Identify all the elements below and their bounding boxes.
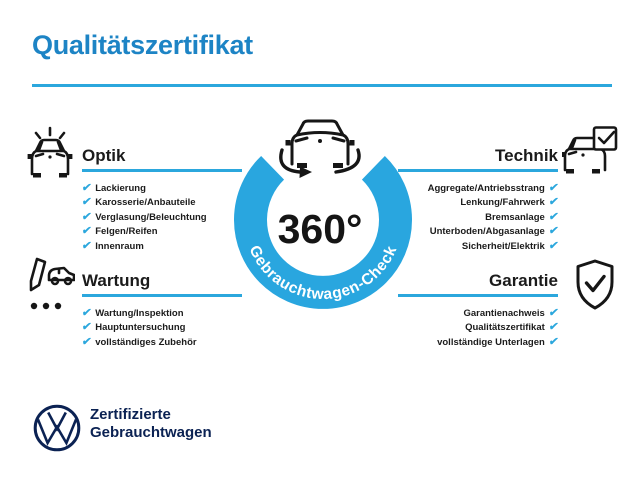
check-icon: ✔ — [81, 225, 93, 238]
list-item-label: Lackierung — [95, 182, 146, 194]
list-item — [82, 196, 242, 211]
list-item-label: Unterboden/Abgasanlage — [429, 226, 545, 238]
center-badge — [230, 112, 416, 312]
check-icon: ✔ — [81, 306, 93, 319]
brand-line2: Gebrauchtwagen — [90, 424, 212, 441]
service-checklist-icon — [25, 256, 75, 312]
section-wartung-list — [82, 306, 242, 350]
list-item — [82, 306, 242, 321]
vw-logo — [32, 403, 82, 453]
list-item — [398, 210, 558, 225]
check-icon: ✔ — [81, 335, 93, 348]
list-item-label: Innenraum — [95, 240, 144, 252]
rotating-car-icon — [281, 121, 359, 178]
section-optik-title: Optik — [82, 146, 126, 165]
list-item — [82, 321, 242, 336]
section-garantie — [398, 271, 558, 350]
list-item-label: Felgen/Reifen — [95, 226, 158, 238]
list-item-label: Verglasung/Beleuchtung — [95, 211, 207, 223]
section-optik-divider — [82, 169, 242, 172]
section-optik — [82, 146, 242, 254]
check-icon: ✔ — [81, 181, 93, 194]
check-icon: ✔ — [547, 225, 560, 238]
page-title: Qualitätszertifikat — [32, 30, 253, 60]
list-item — [398, 306, 558, 321]
section-technik-divider — [398, 169, 558, 172]
list-item — [398, 181, 558, 196]
check-icon: ✔ — [547, 196, 560, 209]
header-divider — [32, 84, 612, 87]
ring-label: Gebrauchtwagen-Check — [245, 242, 401, 304]
section-wartung-divider — [82, 294, 242, 297]
section-wartung-title: Wartung — [82, 271, 151, 290]
check-icon: ✔ — [81, 210, 93, 223]
check-icon: ✔ — [81, 239, 93, 252]
car-checkbox-icon — [562, 126, 618, 174]
list-item-label: Sicherheit/Elektrik — [461, 240, 545, 252]
list-item — [82, 210, 242, 225]
list-item — [398, 335, 558, 350]
list-item-label: Garantienachweis — [463, 307, 545, 319]
section-garantie-title: Garantie — [489, 271, 558, 290]
list-item — [398, 225, 558, 240]
shiny-car-icon — [27, 126, 73, 178]
section-technik — [398, 146, 558, 254]
section-technik-title: Technik — [495, 146, 558, 165]
check-icon: ✔ — [547, 321, 560, 334]
list-item-label: Qualitätszertifikat — [465, 322, 545, 334]
check-icon: ✔ — [547, 335, 560, 348]
check-icon: ✔ — [547, 239, 560, 252]
shield-check-icon — [572, 258, 618, 312]
brand-lockup — [90, 406, 212, 442]
check-icon: ✔ — [547, 181, 560, 194]
list-item-label: Wartung/Inspektion — [95, 307, 184, 319]
list-item-label: Hauptuntersuchung — [95, 322, 186, 334]
section-garantie-divider — [398, 294, 558, 297]
list-item-label: Aggregate/Antriebsstrang — [427, 182, 545, 194]
list-item-label: vollständiges Zubehör — [95, 336, 197, 348]
section-garantie-list — [398, 306, 558, 350]
list-item — [398, 239, 558, 254]
list-item — [398, 321, 558, 336]
brand-line1: Zertifizierte — [90, 406, 171, 423]
check-icon: ✔ — [547, 210, 560, 223]
list-item — [82, 239, 242, 254]
list-item-label: vollständige Unterlagen — [437, 336, 545, 348]
list-item — [398, 196, 558, 211]
list-item — [82, 181, 242, 196]
check-icon: ✔ — [547, 306, 560, 319]
check-icon: ✔ — [81, 196, 93, 209]
list-item-label: Lenkung/Fahrwerk — [460, 197, 545, 209]
section-optik-list — [82, 181, 242, 254]
list-item — [82, 335, 242, 350]
degrees-label: 360° — [277, 206, 363, 252]
list-item — [82, 225, 242, 240]
check-icon: ✔ — [81, 321, 93, 334]
list-item-label: Karosserie/Anbauteile — [95, 197, 196, 209]
section-technik-list — [398, 181, 558, 254]
list-item-label: Bremsanlage — [485, 211, 545, 223]
section-wartung — [82, 271, 242, 350]
